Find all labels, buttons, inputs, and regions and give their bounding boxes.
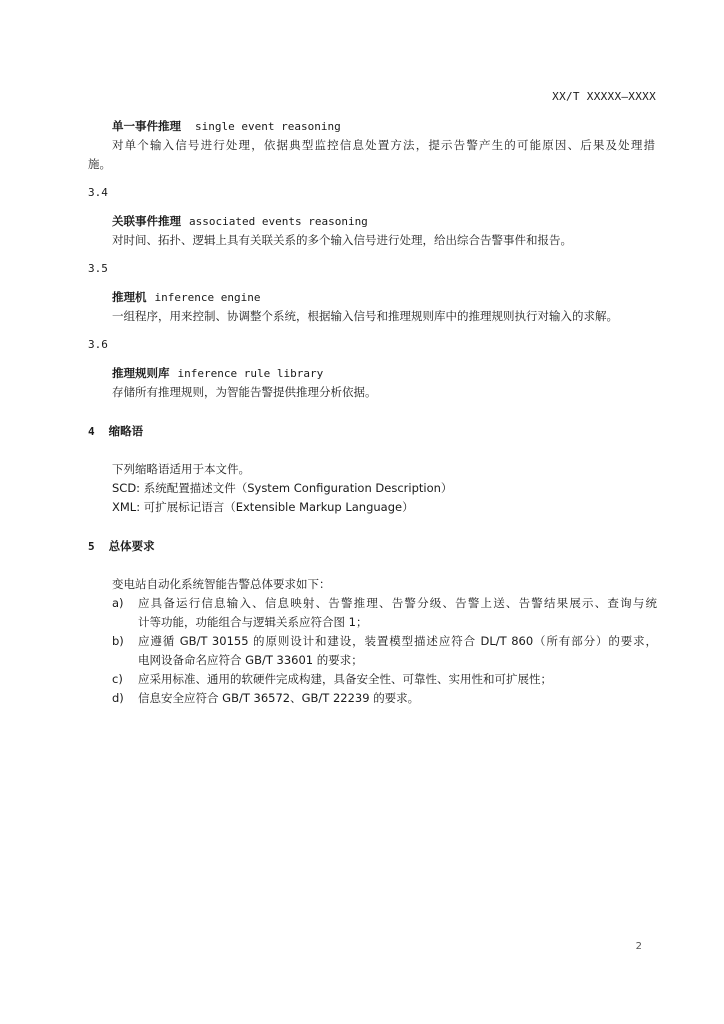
section-title: 缩略语	[108, 424, 144, 438]
clause-number-3-6: 3.6	[88, 338, 108, 351]
term-en: inference engine	[154, 291, 261, 304]
term-en: single event reasoning	[195, 120, 341, 133]
requirement-a-line2: 计等功能，功能组合与逻辑关系应符合图 1；	[138, 615, 368, 629]
definition-3-4: 对时间、拓扑、逻辑上具有关联关系的多个输入信号进行处理，给出综合告警事件和报告。	[112, 233, 572, 247]
requirements-intro: 变电站自动化系统智能告警总体要求如下：	[112, 577, 331, 591]
term-cn: 推理规则库	[112, 366, 170, 380]
section-title: 总体要求	[108, 539, 155, 553]
term-cn: 关联事件推理	[112, 214, 181, 228]
abbreviation-scd: SCD: 系统配置描述文件（System Configuration Description）	[112, 481, 453, 495]
requirement-b-line1: 应遵循 GB/T 30155 的原则设计和建设，装置模型描述应符合 DL/T 860（所有部分）的要求，	[138, 634, 657, 648]
standard-code: XX/T XXXXX—XXXX	[552, 90, 656, 103]
list-marker: c)	[112, 672, 123, 686]
term-3-6	[112, 365, 323, 382]
definition-3-6: 存储所有推理规则，为智能告警提供推理分析依据。	[112, 385, 377, 399]
definition-3-3-line2: 施。	[88, 157, 111, 171]
section-number: 5	[88, 540, 95, 553]
definition-3-5: 一组程序，用来控制、协调整个系统，根据输入信号和推理规则库中的推理规则执行对输入的求解。	[112, 309, 618, 323]
requirement-c: 应采用标准、通用的软硬件完成构建，具备安全性、可靠性、实用性和可扩展性；	[138, 672, 552, 686]
clause-number-3-4: 3.4	[88, 186, 108, 199]
list-marker: d)	[112, 691, 124, 705]
term-3-4	[112, 213, 368, 230]
term-en: inference rule library	[177, 367, 324, 380]
definition-3-3-line1: 对单个输入信号进行处理，依据典型监控信息处置方法，提示告警产生的可能原因、后果及处理措	[112, 138, 655, 152]
term-3-3	[112, 118, 341, 135]
abbreviation-xml: XML: 可扩展标记语言（Extensible Markup Language）	[112, 500, 414, 514]
term-3-5	[112, 289, 260, 306]
page-number: 2	[635, 941, 642, 952]
requirement-a-line1: 应具备运行信息输入、信息映射、告警推理、告警分级、告警上送、告警结果展示、查询与统	[138, 596, 657, 610]
section-number: 4	[88, 425, 95, 438]
term-cn: 推理机	[112, 290, 147, 304]
clause-number-3-5: 3.5	[88, 262, 108, 275]
list-marker: b)	[112, 634, 124, 648]
requirement-d: 信息安全应符合 GB/T 36572、GB/T 22239 的要求。	[138, 691, 420, 705]
term-cn: 单一事件推理	[112, 119, 181, 133]
term-en: associated events reasoning	[189, 215, 368, 228]
section-heading-5	[88, 538, 155, 555]
section-heading-4	[88, 423, 143, 440]
list-marker: a)	[112, 596, 124, 610]
requirement-b-line2: 电网设备命名应符合 GB/T 33601 的要求；	[138, 653, 363, 667]
abbreviations-intro: 下列缩略语适用于本文件。	[112, 462, 250, 476]
